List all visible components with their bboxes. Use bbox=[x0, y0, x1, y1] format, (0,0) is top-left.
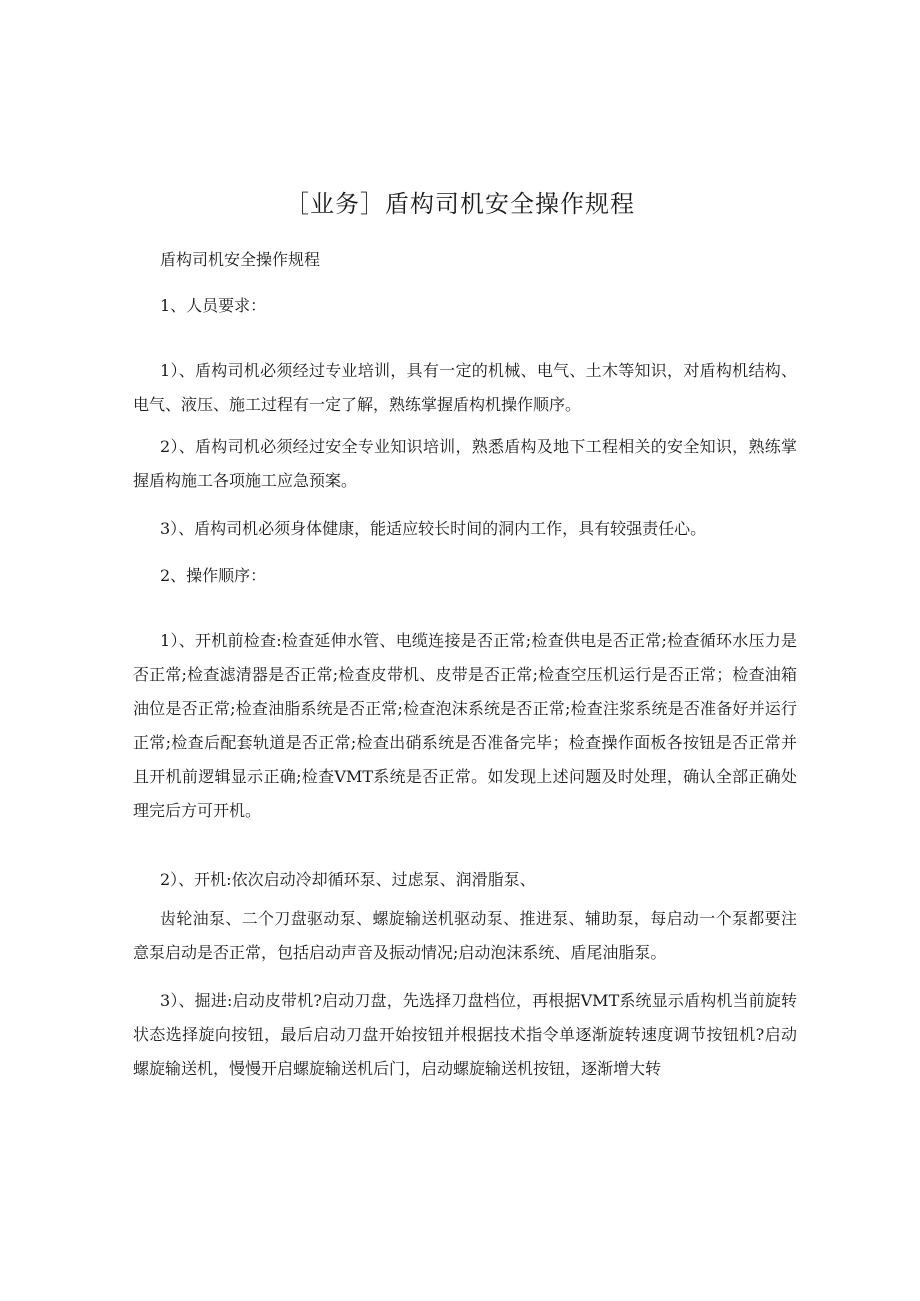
paragraph-personnel-1: 1）、盾构司机必须经过专业培训，具有一定的机械、电气、土木等知识，对盾构机结构、电气、液压、施工过程有一定了解，熟练掌握盾构机操作顺序。 bbox=[133, 361, 797, 414]
paragraph-operation-2-cont: 齿轮油泵、二个刀盘驱动泵、螺旋输送机驱动泵、推进泵、辅助泵，每启动一个泵都要注意泵启动是否正常，包括启动声音及振动情况;启动泡沫系统、盾尾油脂泵。 bbox=[133, 909, 797, 962]
document-title: ［业务］盾构司机安全操作规程 bbox=[285, 190, 635, 218]
paragraph-operation-3: 3）、掘进:启动皮带机?启动刀盘，先选择刀盘档位，再根据VMT系统显示盾构机当前旋转状态选择旋向按钮，最后启动刀盘开始按钮并根据技术指令单逐渐旋转速度调节按钮机?启动螺旋输送机，慢慢开启螺旋输送机后门，启动螺旋输送机按钮，逐渐增大转 bbox=[133, 991, 797, 1078]
paragraph-operation-2-head: 2）、开机:依次启动冷却循环泵、过虑泵、润滑脂泵、 bbox=[160, 870, 536, 889]
section-heading-personnel: 1、人员要求： bbox=[160, 296, 267, 315]
paragraph-personnel-3: 3）、盾构司机必须身体健康，能适应较长时间的洞内工作，具有较强责任心。 bbox=[160, 519, 707, 538]
paragraph-personnel-2: 2）、盾构司机必须经过安全专业知识培训，熟悉盾构及地下工程相关的安全知识，熟练掌握盾构施工各项施工应急预案。 bbox=[133, 437, 797, 490]
document-subtitle: 盾构司机安全操作规程 bbox=[160, 250, 321, 269]
paragraph-operation-1: 1）、开机前检查:检查延伸水管、电缆连接是否正常;检查供电是否正常;检查循环水压力是否正常;检查滤清器是否正常;检查皮带机、皮带是否正常;检查空压机运行是否正常；检查油箱油位是否正常;检查油脂系统是否正常;检查泡沫系统是否正常;检查注浆系统是否准备好并运行正常;检查后配套轨道是否正常;检查出硝系统是否准备完毕；检查操作面板各按钮是否正常并且开机前逻辑显示正确;检查VMT系统是否正常。如发现上述问题及时处理，确认全部正确处理完后方可开机。 bbox=[133, 631, 797, 820]
section-heading-operation: 2、操作顺序： bbox=[160, 566, 267, 585]
